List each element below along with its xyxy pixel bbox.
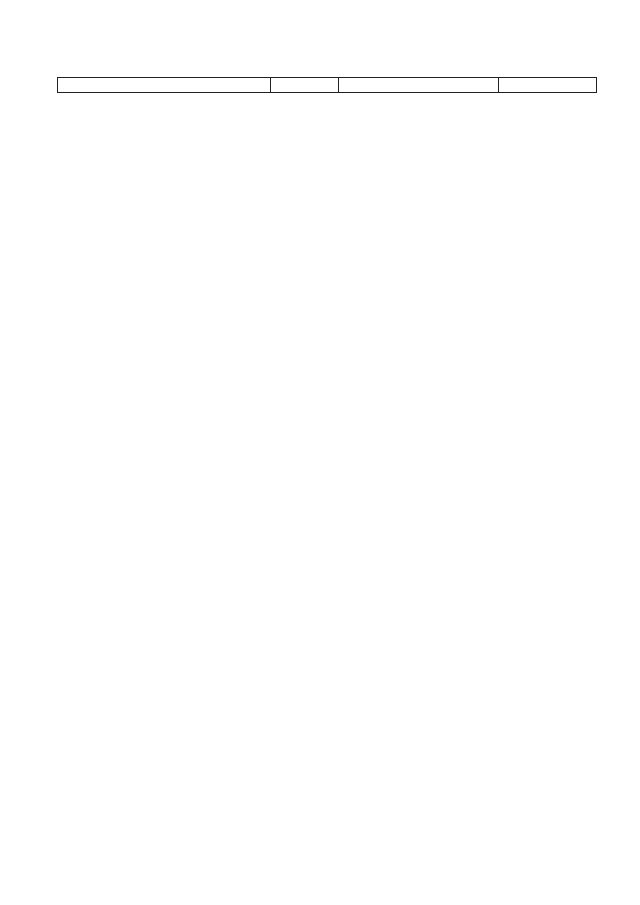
- table-header: [57, 77, 597, 93]
- header-col-4: [499, 78, 597, 93]
- header-col-2: [271, 78, 339, 93]
- header-col-1: [58, 78, 271, 93]
- header-col-3: [339, 78, 499, 93]
